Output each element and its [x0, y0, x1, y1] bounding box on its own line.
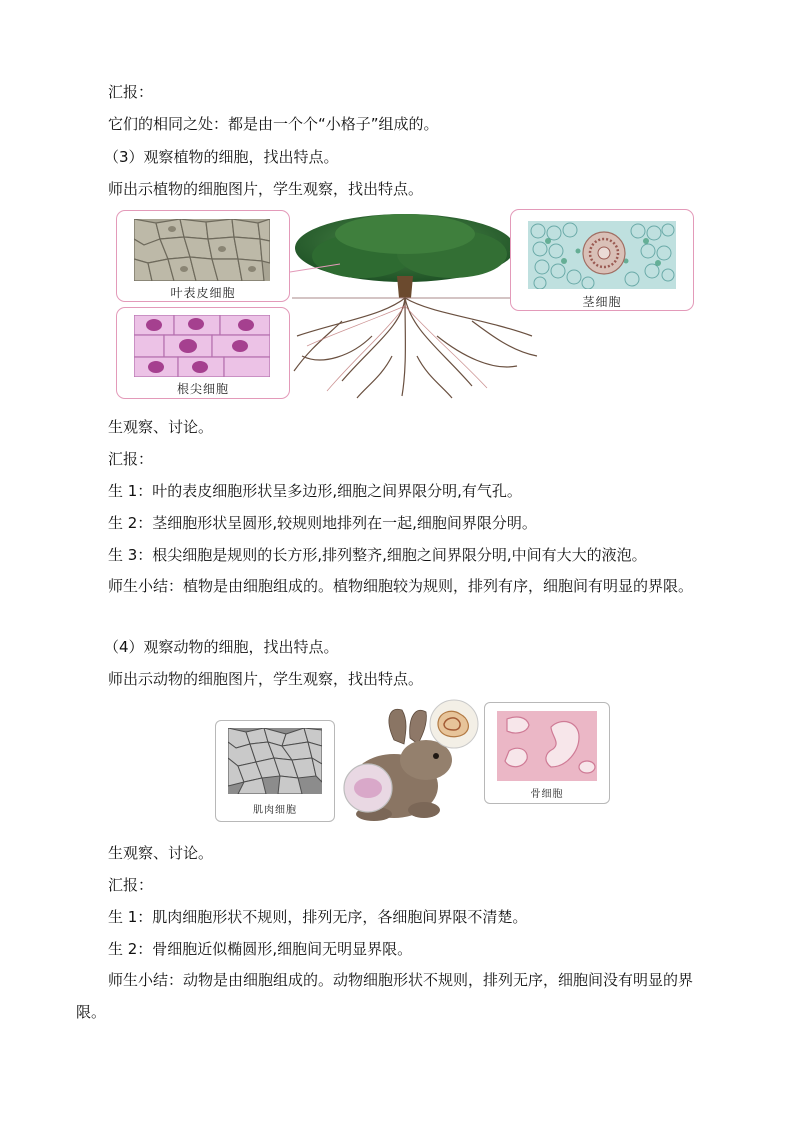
paragraph-student-3-plant: 生 3：根尖细胞是规则的长方形,排列整齐,细胞之间界限分明,中间有大大的液泡。 — [108, 546, 647, 564]
paragraph-plant-summary: 师生小结：植物是由细胞组成的。植物细胞较为规则，排列有序，细胞间有明显的界限。 — [108, 577, 694, 595]
muscle-cell-card — [215, 720, 335, 822]
root-tip-cell-image — [134, 315, 270, 377]
leaf-epidermis-card — [116, 210, 290, 302]
root-tip-label: 根尖细胞 — [176, 382, 229, 396]
paragraph-student-1-plant: 生 1：叶的表皮细胞形状呈多边形,细胞之间界限分明,有气孔。 — [108, 482, 522, 500]
animal-cell-figure — [214, 698, 614, 828]
paragraph-student-2-animal: 生 2：骨细胞近似椭圆形,细胞间无明显界限。 — [108, 940, 413, 958]
paragraph-step-4: （4）观察动物的细胞，找出特点。 — [104, 638, 339, 656]
leaf-epidermis-cell-image — [134, 219, 270, 281]
paragraph-student-1-animal: 生 1：肌肉细胞形状不规则，排列无序，各细胞间界限不清楚。 — [108, 908, 528, 926]
muscle-cell-image — [228, 728, 322, 794]
bone-cell-label: 骨细胞 — [530, 789, 564, 800]
paragraph-step-3: （3）观察植物的细胞，找出特点。 — [104, 148, 339, 166]
paragraph-student-2-plant: 生 2：茎细胞形状呈圆形,较规则地排列在一起,细胞间界限分明。 — [108, 514, 537, 532]
paragraph-report-1: 汇报： — [108, 83, 154, 101]
paragraph-report-3: 汇报： — [108, 876, 154, 894]
paragraph-animal-summary: 师生小结：动物是由细胞组成的。动物细胞形状不规则，排列无序，细胞间没有明显的界限。 — [76, 971, 694, 1021]
paragraph-report-2: 汇报： — [108, 450, 154, 468]
paragraph-teacher-plant: 师出示植物的细胞图片，学生观察，找出特点。 — [108, 180, 424, 198]
paragraph-observe-discuss-1: 生观察、讨论。 — [108, 418, 214, 436]
stem-label: 茎细胞 — [582, 295, 622, 309]
stem-cell-image — [528, 221, 676, 289]
bone-cell-card — [484, 702, 610, 804]
stem-card — [510, 209, 694, 311]
paragraph-teacher-animal: 师出示动物的细胞图片，学生观察，找出特点。 — [108, 670, 424, 688]
paragraph-similarity: 它们的相同之处：都是由一个个“小格子”组成的。 — [108, 115, 439, 133]
muscle-cell-label: 肌肉细胞 — [253, 805, 297, 816]
paragraph-observe-discuss-2: 生观察、讨论。 — [108, 844, 214, 862]
plant-cell-figure — [112, 206, 702, 402]
bone-cell-image — [497, 711, 597, 781]
leaf-epidermis-label: 叶表皮细胞 — [170, 286, 236, 300]
root-tip-card — [116, 307, 290, 399]
